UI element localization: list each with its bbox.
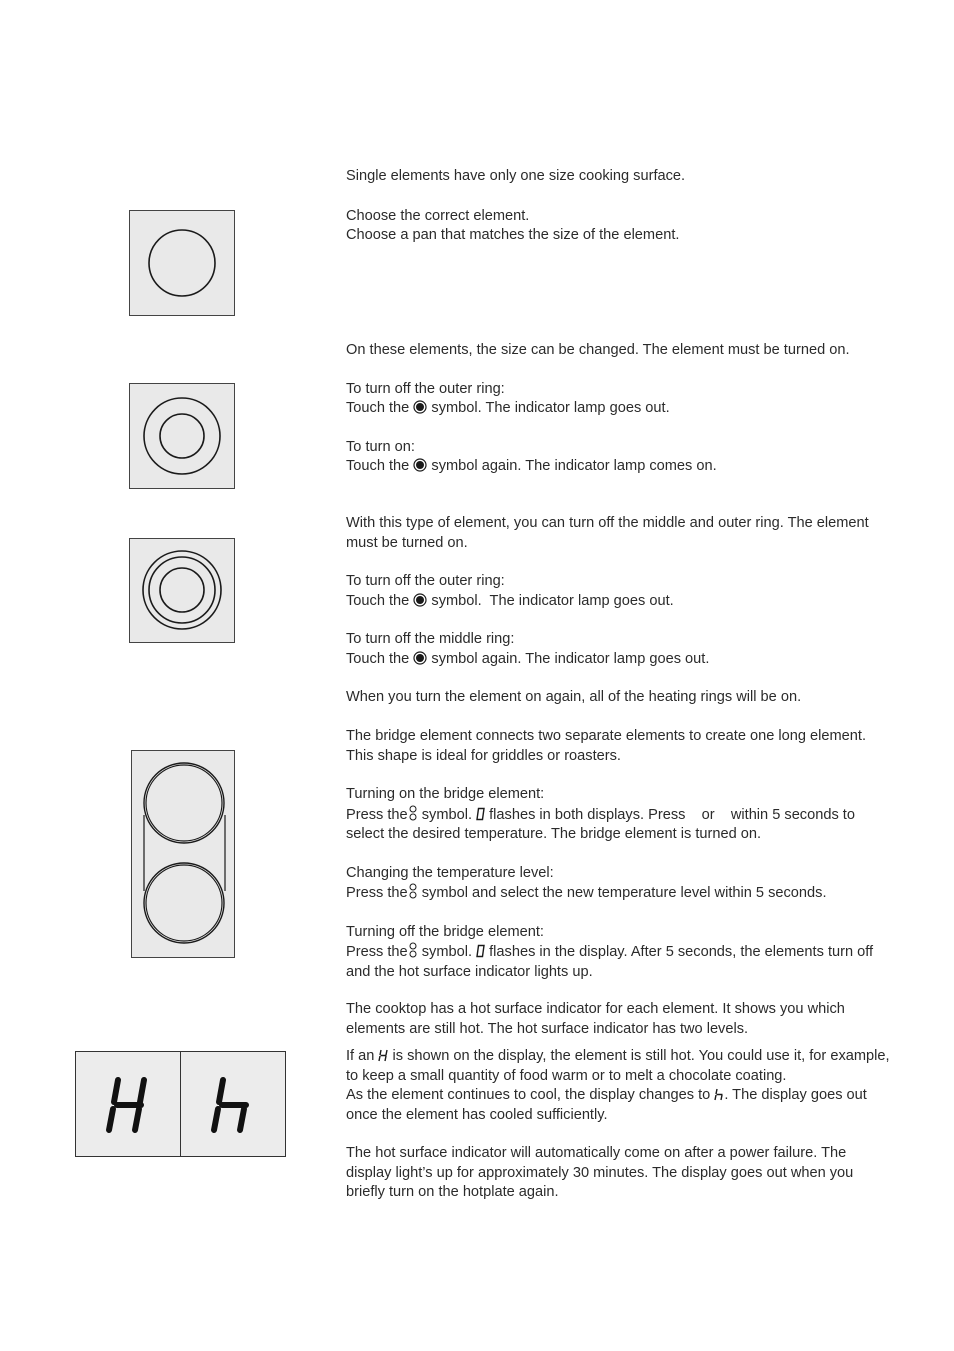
single-tip-2: Choose a pan that matches the size of the element.: [346, 227, 680, 243]
triple-intro-1: With this type of element, you can turn off the middle and outer ring. The element: [346, 515, 869, 531]
bridge-element-diagram: [131, 750, 235, 958]
bridge-intro-1: The bridge element connects two separate elements to create one long element.: [346, 728, 867, 744]
filled-circle-ring-icon: [413, 651, 427, 665]
dual-on-step: Touch the symbol again. The indicator lamp comes on.: [346, 458, 717, 474]
dual-on-title: To turn on:: [346, 438, 415, 455]
single-element-diagram: [129, 210, 235, 316]
hot-power-1: The hot surface indicator will automatically come on after a power failure. The: [346, 1145, 847, 1161]
bridge-off-title: Turning off the bridge element:: [346, 923, 544, 940]
triple-outer-title: To turn off the outer ring:: [346, 573, 505, 589]
bridge-on-step-2: select the desired temperature. The bridge element is turned on.: [346, 826, 762, 842]
display-divider: [180, 1052, 181, 1156]
bridge-intro-2: This shape is ideal for griddles or roasters.: [346, 747, 621, 764]
hot-level-h-2: once the element has cooled sufficiently.: [346, 1106, 608, 1123]
single-ring-icon: [130, 211, 234, 315]
bridge-off-step: Press the symbol. flashes in the display. After 5 seconds, the elements turn off: [346, 944, 874, 960]
hot-power-3: briefly turn on the hotplate again.: [346, 1184, 559, 1200]
dual-off-title: To turn off the outer ring:: [346, 380, 505, 397]
triple-outer-step: Touch the symbol. The indicator lamp goes out.: [346, 592, 674, 609]
double-circle-icon: [408, 883, 418, 899]
triple-intro-2: must be turned on.: [346, 534, 468, 551]
hot-level-H-2: to keep a small quantity of food warm or to melt a chocolate coating.: [346, 1067, 787, 1084]
triple-ring-icon: [130, 539, 234, 642]
dual-ring-icon: [130, 384, 234, 488]
segment-0-icon: [476, 807, 485, 821]
filled-circle-ring-icon: [413, 400, 427, 414]
bridge-section: [346, 727, 926, 982]
segment-0-icon: [476, 944, 485, 958]
single-tip-1: Choose the correct element.: [346, 207, 530, 224]
bridge-off-step-2: and the hot surface indicator lights up.: [346, 963, 593, 980]
single-intro: Single elements have only one size cooking surface.: [346, 168, 686, 184]
segment-H-icon: [104, 1076, 154, 1134]
filled-circle-ring-icon: [413, 458, 427, 472]
double-circle-icon: [408, 942, 418, 958]
segment-h-icon: [209, 1076, 259, 1134]
filled-circle-ring-icon: [413, 593, 427, 607]
bridge-ring-icon: [132, 751, 234, 957]
hot-intro-2: elements are still hot. The hot surface indicator has two levels.: [346, 1020, 749, 1037]
dual-intro: On these elements, the size can be changed. The element must be turned on.: [346, 342, 850, 358]
triple-element-diagram: [129, 538, 235, 643]
dual-element-diagram: [129, 383, 235, 489]
hot-power-2: display light’s up for approximately 30 minutes. The display goes out when you: [346, 1164, 854, 1181]
hot-section: [346, 1000, 926, 1203]
dual-off-step: Touch the symbol. The indicator lamp goes out.: [346, 400, 670, 416]
bridge-on-title: Turning on the bridge element:: [346, 786, 545, 802]
dual-section: [346, 341, 926, 477]
hot-level-H: If an is shown on the display, the element is still hot. You could use it, for example,: [346, 1048, 890, 1064]
single-section: [346, 167, 926, 246]
triple-middle-title: To turn off the middle ring:: [346, 631, 515, 647]
hot-level-h: As the element continues to cool, the display changes to . The display goes out: [346, 1087, 867, 1103]
hot-indicator-display: [75, 1051, 286, 1157]
bridge-on-step: Press the symbol. flashes in both displays. Press or within 5 seconds to: [346, 806, 855, 823]
triple-middle-step: Touch the symbol again. The indicator lamp goes out.: [346, 650, 710, 667]
triple-note: When you turn the element on again, all of the heating rings will be on.: [346, 689, 802, 705]
triple-section: [346, 514, 926, 708]
hot-intro-1: The cooktop has a hot surface indicator for each element. It shows you which: [346, 1001, 845, 1017]
segment-H-icon: [378, 1049, 388, 1062]
bridge-change-title: Changing the temperature level:: [346, 864, 554, 881]
segment-h-icon: [714, 1088, 724, 1101]
bridge-change-step: Press the symbol and select the new temperature level within 5 seconds.: [346, 885, 827, 901]
double-circle-icon: [408, 805, 418, 821]
